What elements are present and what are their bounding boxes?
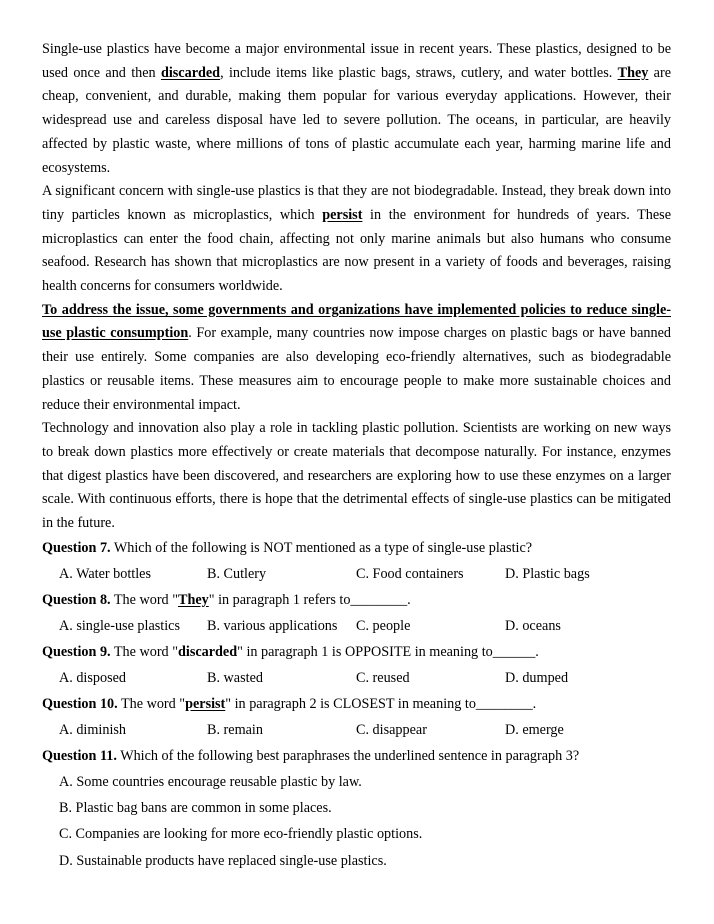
q10-option-b[interactable]: B. remain (207, 721, 263, 738)
paragraph-3-text: . For example, many countries now impose charges on plastic bags or have banned their use entirely. Some companies are also developing eco-friendly alternatives, such as biodegradable plastics or reusable items. These measures aim to encourage people to make more sustainable choices and reduce their environmental impact. (42, 325, 671, 413)
question-10-options (42, 717, 671, 744)
q8-option-d[interactable]: D. oceans (505, 617, 561, 634)
paragraph-4 (42, 417, 671, 536)
paragraph-1-text-a: Single-use plastics have become a major environmental issue in recent years. These plastics, designed to be used once and then (42, 41, 671, 81)
q10-option-a[interactable]: A. diminish (59, 721, 127, 738)
question-9-text-b: " in paragraph 1 is OPPOSITE in meaning to______. (237, 643, 539, 660)
question-11 (42, 744, 671, 769)
paragraph-4-text: Technology and innovation also play a role in tackling plastic pollution. Scientists are working on new ways to break down plastics more effectively or create materials that decompose naturally. For instance, enzymes that digest plastics have been discovered, and researchers are exploring how to use these enzymes on a larger scale. With continuous efforts, there is hope that the detrimental effects of single-use plastics can be mitigated in the future. (42, 420, 671, 532)
q11-option-d[interactable]: D. Sustainable products have replaced single-use plastics. (59, 852, 387, 869)
paragraph-2-text-a: A significant concern with single-use plastics is that they are not biodegradable. Instead, they break down into tiny particles known as microplastics, which (42, 183, 671, 223)
paragraph-2 (42, 180, 671, 299)
q10-option-c[interactable]: C. disappear (356, 721, 427, 738)
q7-option-b[interactable]: B. Cutlery (207, 565, 267, 582)
paragraph-1-text-c: are cheap, convenient, and durable, making them popular for various everyday applications. However, their widespread use and careless disposal have led to severe pollution. The oceans, in particular, are heavily affected by plastic waste, where millions of tons of plastic accumulate each year, harming marine life and ecosystems. (42, 64, 671, 176)
question-10-label: Question 10. (42, 695, 118, 712)
question-11-text: Which of the following best paraphrases the underlined sentence in paragraph 3? (116, 747, 580, 764)
keyword-persist: persist (322, 206, 363, 223)
question-9 (42, 640, 671, 665)
q10-option-d[interactable]: D. emerge (505, 721, 564, 738)
question-10-text-a: The word " (117, 695, 186, 712)
question-7-options (42, 561, 671, 588)
question-11-label: Question 11. (42, 747, 117, 764)
question-8-text-a: The word " (110, 591, 178, 608)
keyword-discarded: discarded (160, 64, 221, 81)
q11-option-c[interactable]: C. Companies are looking for more eco-friendly plastic options. (59, 826, 423, 843)
question-10 (42, 692, 671, 717)
question-10-keyword: persist (185, 695, 226, 712)
q8-option-a[interactable]: A. single-use plastics (59, 617, 180, 634)
question-8-text-b: " in paragraph 1 refers to________. (208, 591, 411, 608)
paragraph-1-text-b: , include items like plastic bags, straws, cutlery, and water bottles. (220, 64, 618, 81)
question-8-keyword: They (177, 591, 209, 608)
q7-option-c[interactable]: C. Food containers (356, 565, 464, 582)
reading-passage-page (42, 38, 671, 874)
q9-option-a[interactable]: A. disposed (59, 669, 126, 686)
underlined-sentence: To address the issue, some governments and organizations have implemented policies to reduce single-use plastic consumption (42, 301, 671, 342)
question-8-label: Question 8. (42, 591, 111, 608)
question-9-keyword: discarded (177, 643, 238, 660)
question-9-label: Question 9. (42, 643, 111, 660)
paragraph-3 (42, 299, 671, 418)
question-9-options (42, 665, 671, 692)
q11-option-a[interactable]: A. Some countries encourage reusable plastic by law. (59, 773, 362, 790)
q11-option-b[interactable]: B. Plastic bag bans are common in some places. (59, 800, 332, 817)
question-10-text-b: " in paragraph 2 is CLOSEST in meaning to________. (225, 695, 537, 712)
question-8-options (42, 613, 671, 640)
q8-option-c[interactable]: C. people (356, 617, 411, 634)
q9-option-b[interactable]: B. wasted (207, 669, 263, 686)
question-7 (42, 536, 671, 561)
question-9-text-a: The word " (110, 643, 178, 660)
paragraph-2-text-b: in the environment for hundreds of years. These microplastics can enter the food chain, affecting not only marine animals but also humans who consume seafood. Research has shown that microplastics are now present in a variety of foods and beverages, raising health concerns for consumers worldwide. (42, 206, 672, 295)
q7-option-a[interactable]: A. Water bottles (59, 565, 151, 582)
question-7-text: Which of the following is NOT mentioned as a type of single-use plastic? (110, 539, 533, 556)
q9-option-c[interactable]: C. reused (356, 669, 410, 686)
paragraph-1 (42, 38, 671, 180)
keyword-they: They (617, 64, 649, 81)
question-8 (42, 588, 671, 613)
q9-option-d[interactable]: D. dumped (505, 669, 569, 686)
question-7-label: Question 7. (42, 539, 111, 556)
q8-option-b[interactable]: B. various applications (207, 617, 338, 634)
q7-option-d[interactable]: D. Plastic bags (505, 565, 590, 582)
